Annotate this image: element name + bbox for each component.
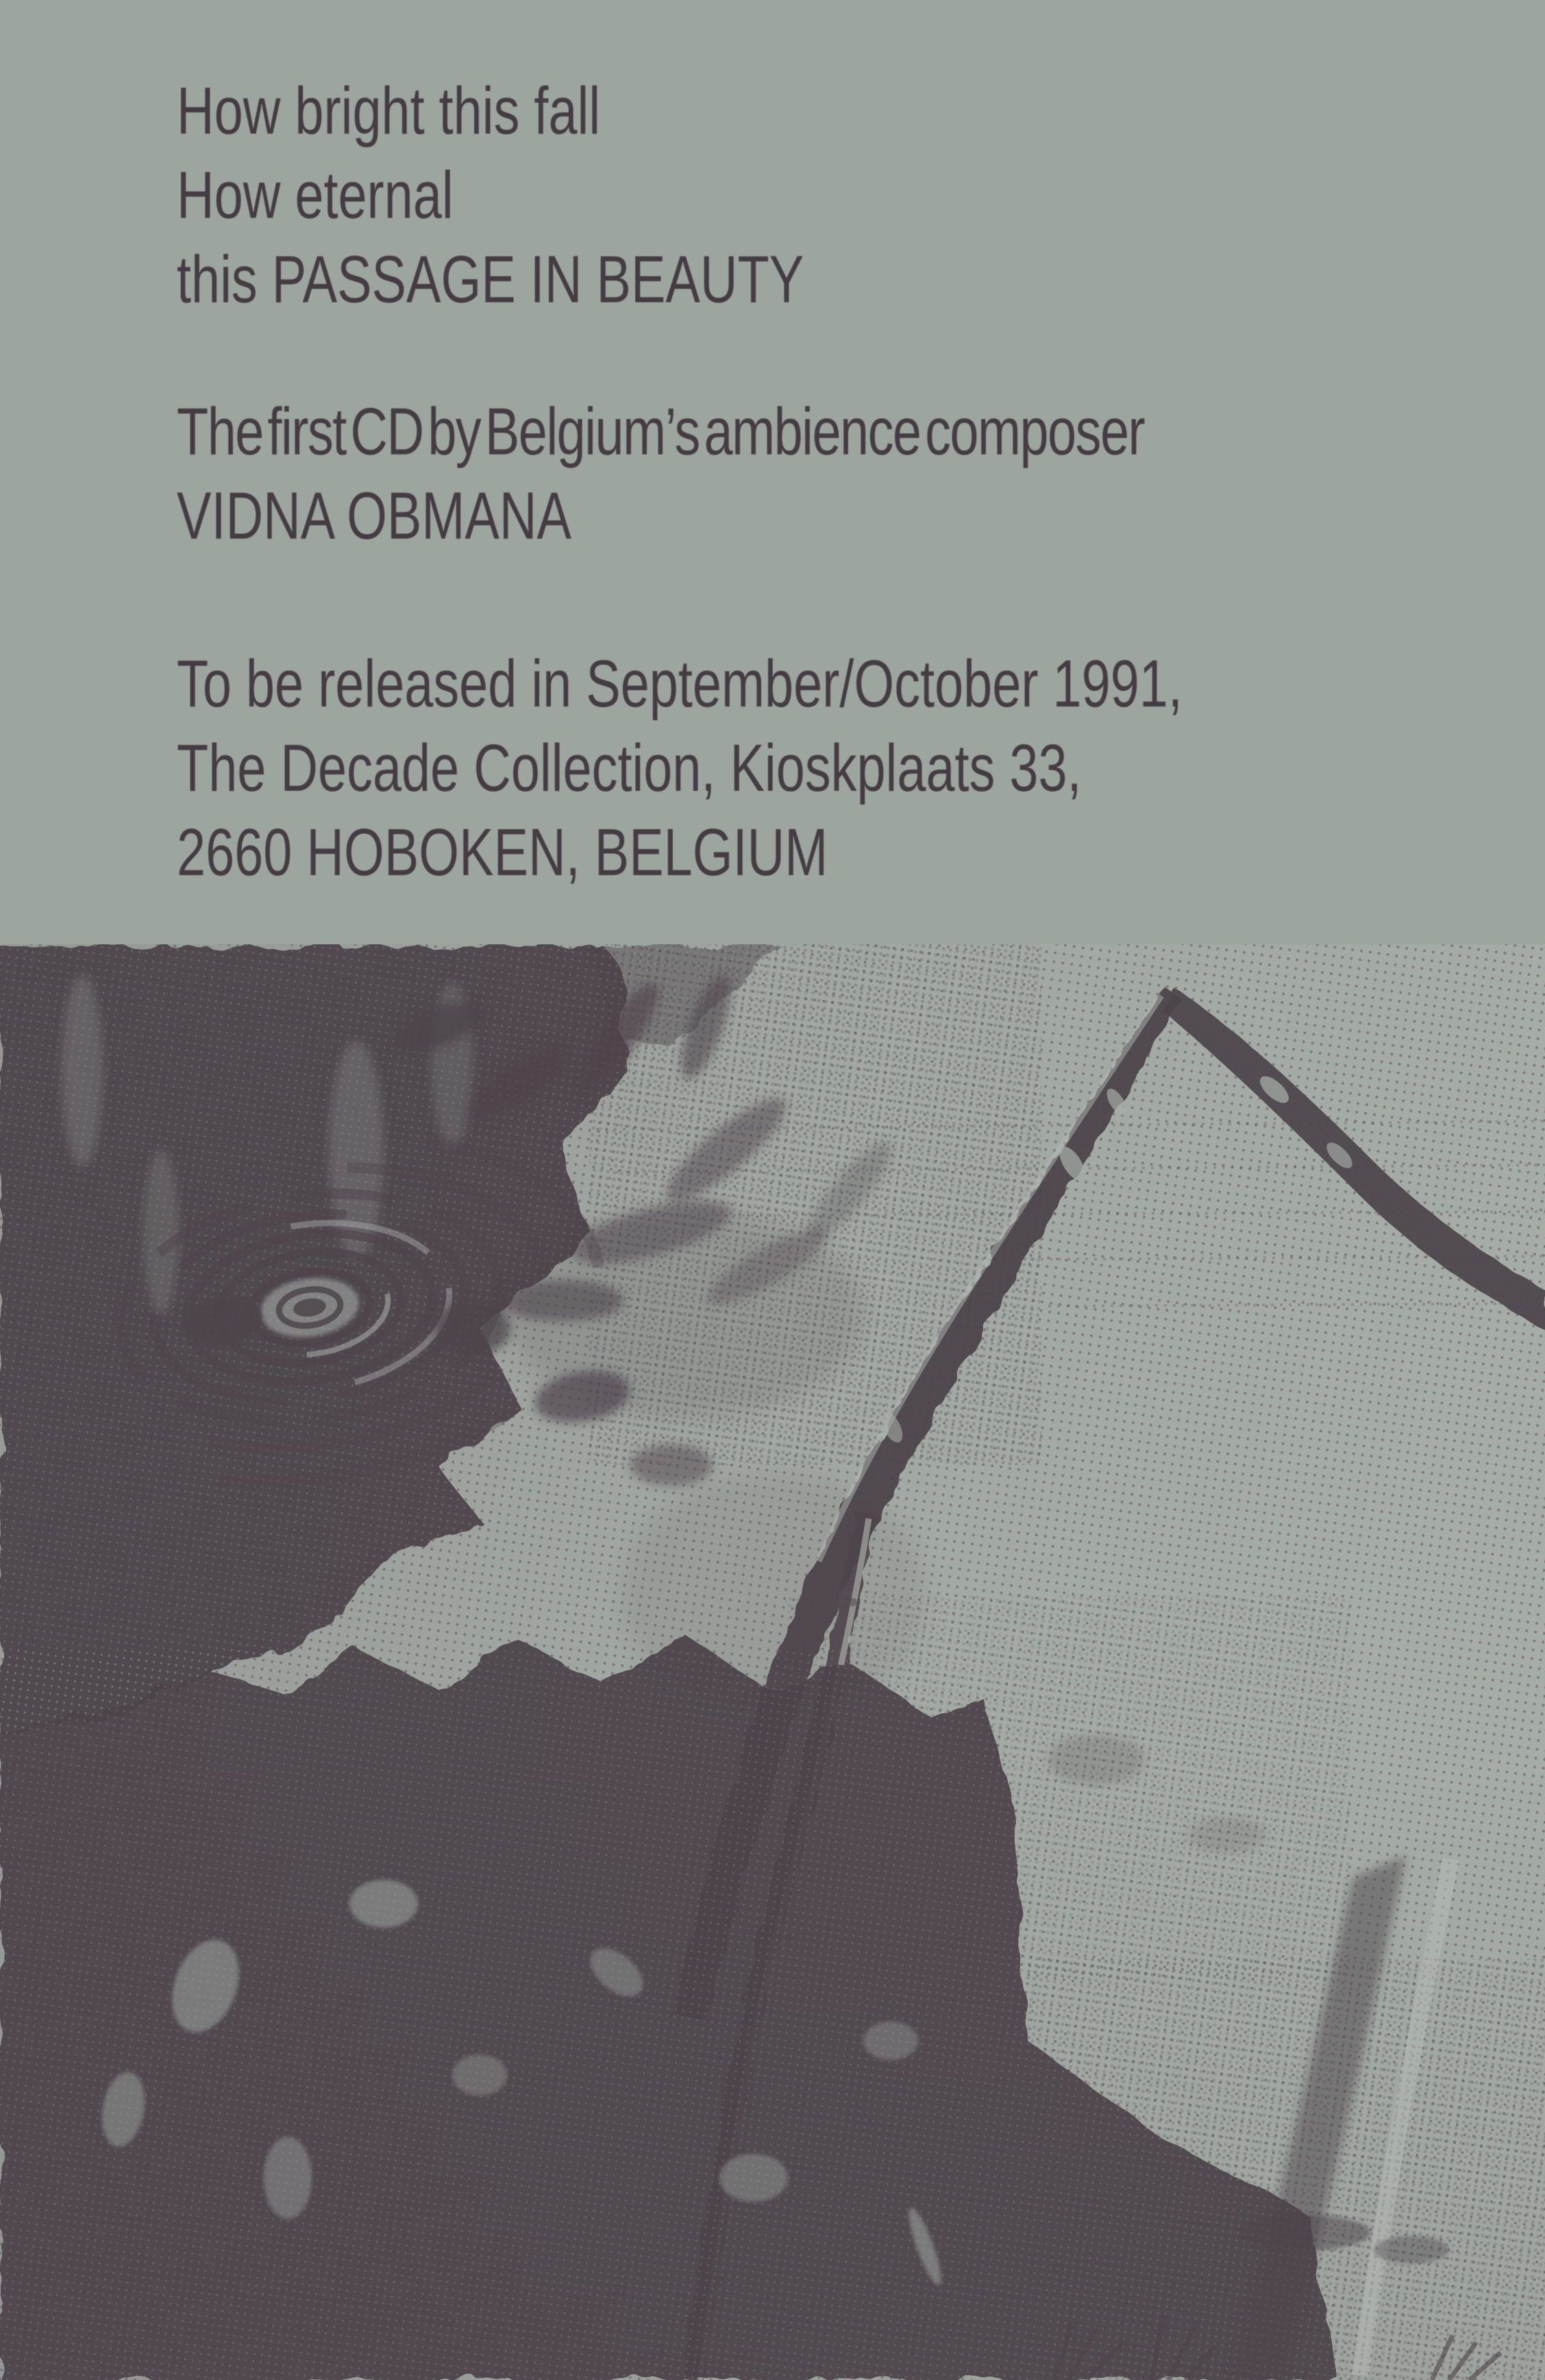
release-block: [177, 641, 1466, 894]
bottom-foliage: [0, 1635, 1343, 2380]
release-line-1: To be released in September/October 1991,: [177, 646, 1183, 721]
poem-block: [177, 69, 980, 321]
poem-line-2: How eternal: [177, 158, 454, 232]
pond-ripples-photo: [0, 944, 1545, 2380]
announcement-block: [177, 389, 1418, 558]
announcement-line: The first CD by Belgium’s ambience composer: [177, 394, 1145, 469]
artist-name: VIDNA OBMANA: [177, 478, 571, 553]
poem-line-3: this PASSAGE IN BEAUTY: [177, 242, 804, 317]
fern-shadow: [507, 1212, 863, 1417]
poem-line-1: How bright this fall: [177, 73, 601, 148]
release-line-3: 2660 HOBOKEN, BELGIUM: [177, 815, 828, 890]
release-line-2: The Decade Collection, Kioskplaats 33,: [177, 731, 1082, 805]
